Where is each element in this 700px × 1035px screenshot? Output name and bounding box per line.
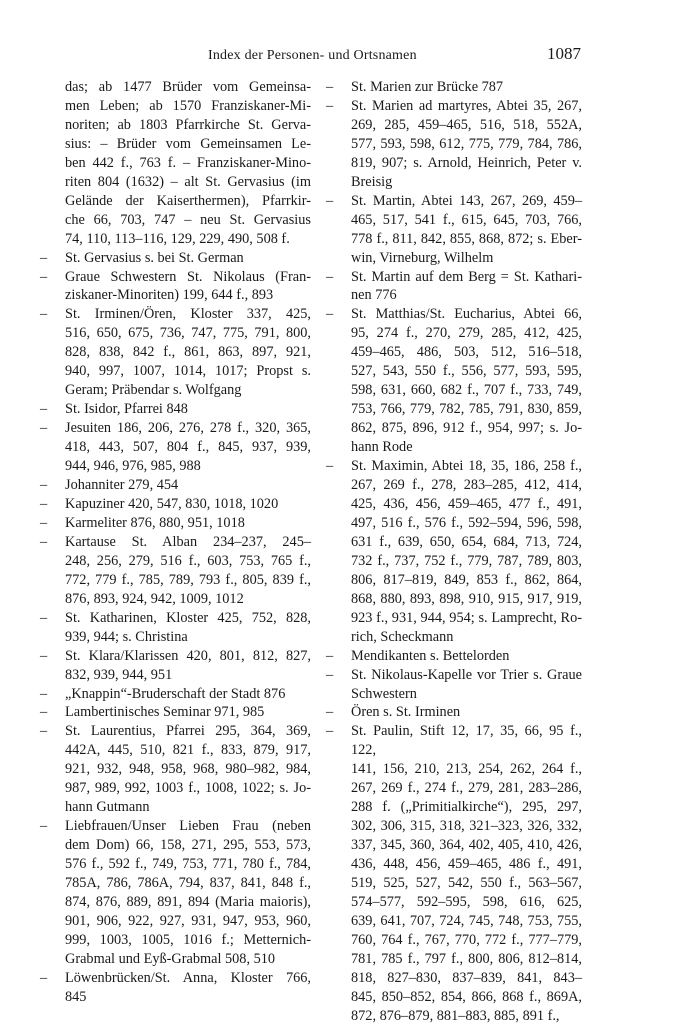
- entry-line: che 66, 703, 747 – neu St. Gervasius: [65, 211, 311, 228]
- entry-dash: –: [326, 192, 334, 209]
- entry-line: 574–577, 592–595, 598, 616, 625,: [351, 893, 582, 910]
- index-entry: [40, 969, 311, 1007]
- entry-line: 939, 944; s. Christina: [65, 628, 188, 645]
- entry-line: 497, 516 f., 576 f., 592–594, 596, 598,: [351, 514, 582, 531]
- entry-line: 288 f. („Primitialkirche“), 295, 297,: [351, 799, 582, 816]
- entry-dash: –: [40, 477, 48, 494]
- index-entry: [326, 97, 582, 192]
- entry-line: 141, 156, 210, 213, 254, 262, 264 f.,: [351, 761, 582, 778]
- entry-line: St. Paulin, Stift 12, 17, 35, 66, 95 f., 122,: [351, 723, 582, 759]
- entry-line: Kapuziner 420, 547, 830, 1018, 1020: [65, 495, 279, 512]
- entry-line: 631 f., 639, 650, 654, 684, 713, 724,: [351, 533, 582, 550]
- entry-line: das; ab 1477 Brüder vom Gemeinsa-: [65, 79, 311, 95]
- entry-dash: –: [40, 306, 48, 323]
- entry-line: hann Gutmann: [65, 799, 150, 816]
- entry-line: Breisig: [351, 173, 393, 190]
- index-entry: [326, 192, 582, 268]
- entry-line: 576 f., 592 f., 749, 753, 771, 780 f., 784,: [65, 856, 311, 873]
- entry-line: 337, 345, 360, 364, 402, 405, 410, 426,: [351, 837, 582, 854]
- entry-dash: –: [326, 97, 334, 114]
- entry-line: St. Isidor, Pfarrei 848: [65, 401, 188, 418]
- entry-line: riten 804 (1632) – alt St. Gervasius (im: [65, 173, 311, 190]
- index-entry: [40, 305, 311, 400]
- entry-line: win, Virneburg, Wilhelm: [351, 249, 494, 266]
- entry-line: 74, 110, 113–116, 129, 229, 490, 508 f.: [65, 230, 290, 247]
- entry-line: 267, 269 f., 274 f., 279, 281, 283–286,: [351, 780, 582, 797]
- entry-dash: –: [326, 268, 334, 285]
- index-entry: [326, 647, 582, 666]
- entry-line: 828, 838, 842 f., 861, 863, 897, 921,: [65, 344, 311, 361]
- entry-dash: –: [40, 495, 48, 512]
- entry-line: nen 776: [351, 287, 397, 304]
- entry-line: 921, 932, 948, 958, 968, 980–982, 984,: [65, 761, 311, 778]
- entry-line: 459–465, 486, 503, 512, 516–518,: [351, 344, 582, 361]
- page-number: 1087: [547, 44, 581, 63]
- entry-line: Karmeliter 876, 880, 951, 1018: [65, 514, 245, 531]
- entry-line: 248, 256, 279, 516 f., 603, 753, 765 f.,: [65, 552, 311, 569]
- entry-line: St. Matthias/St. Eucharius, Abtei 66,: [351, 306, 582, 323]
- entry-line: Schwestern: [351, 685, 417, 702]
- entry-line: noriten; ab 1803 Pfarrkirche St. Gerva-: [65, 116, 311, 133]
- entry-line: 425, 436, 456, 459–465, 477 f., 491,: [351, 495, 582, 512]
- entry-dash: –: [326, 306, 334, 323]
- entry-line: Grabmal und Eyß-Grabmal 508, 510: [65, 950, 276, 967]
- entry-line: 923 f., 931, 944, 954; s. Lamprecht, Ro-: [351, 609, 582, 626]
- entry-line: 819, 907; s. Arnold, Heinrich, Peter v.: [351, 154, 582, 171]
- entry-line: sius: – Brüder vom Gemeinsamen Le-: [65, 135, 311, 152]
- index-entry: [40, 476, 311, 495]
- entry-line: 577, 593, 598, 612, 775, 779, 784, 786,: [351, 135, 582, 152]
- entry-line: 785A, 786, 786A, 794, 837, 841, 848 f.,: [65, 875, 311, 892]
- entry-line: Kartause St. Alban 234–237, 245–: [65, 533, 311, 550]
- index-entry: [40, 514, 311, 533]
- entry-line: 442A, 445, 510, 821 f., 833, 879, 917,: [65, 742, 311, 759]
- index-entry: [40, 685, 311, 704]
- index-entry: [326, 722, 582, 1025]
- entry-line: Löwenbrücken/St. Anna, Kloster 766,: [65, 969, 311, 986]
- entry-dash: –: [326, 666, 334, 683]
- entry-line: St. Marien zur Brücke 787: [351, 79, 504, 95]
- entry-line: 639, 641, 707, 724, 745, 748, 753, 755,: [351, 912, 582, 929]
- entry-line: 901, 906, 922, 927, 931, 947, 953, 960,: [65, 912, 311, 929]
- entry-line: „Knappin“-Bruderschaft der Stadt 876: [65, 685, 286, 702]
- index-entry: [40, 249, 311, 268]
- entry-line: 598, 631, 660, 682 f., 707 f., 733, 749,: [351, 382, 582, 399]
- index-entry: [326, 305, 582, 457]
- entry-line: 999, 1003, 1005, 1016 f.; Metternich-: [65, 931, 311, 948]
- entry-line: 778 f., 811, 842, 855, 868, 872; s. Eber-: [351, 230, 582, 247]
- entry-line: 732 f., 737, 752 f., 779, 787, 789, 803,: [351, 552, 582, 569]
- entry-dash: –: [40, 514, 48, 531]
- entry-line: 772, 779 f., 785, 789, 793 f., 805, 839 f.,: [65, 571, 311, 588]
- entry-dash: –: [40, 268, 48, 285]
- entry-line: St. Martin auf dem Berg = St. Kathari-: [351, 268, 582, 285]
- entry-dash: –: [40, 609, 48, 626]
- index-entry: [40, 817, 311, 969]
- entry-line: 302, 306, 315, 318, 321–323, 326, 332,: [351, 818, 582, 835]
- entry-dash: –: [40, 818, 48, 835]
- entry-line: St. Marien ad martyres, Abtei 35, 267,: [351, 97, 582, 114]
- running-title: Index der Personen- und Ortsnamen: [208, 48, 417, 63]
- entry-line: 269, 285, 459–465, 516, 518, 552A,: [351, 116, 582, 133]
- entry-line: 845: [65, 988, 87, 1005]
- entry-dash: –: [326, 458, 334, 475]
- entry-line: 418, 443, 507, 804 f., 845, 937, 939,: [65, 439, 311, 456]
- entry-line: 465, 517, 541 f., 615, 645, 703, 766,: [351, 211, 582, 228]
- entry-dash: –: [40, 704, 48, 721]
- entry-line: 987, 989, 992, 1003 f., 1008, 1022; s. Jo-: [65, 780, 311, 797]
- entry-dash: –: [40, 249, 48, 266]
- entry-line: St. Nikolaus-Kapelle vor Trier s. Graue: [351, 666, 582, 683]
- entry-line: 519, 525, 527, 542, 550 f., 563–567,: [351, 875, 582, 892]
- entry-line: 874, 876, 889, 891, 894 (Maria maioris),: [65, 893, 311, 910]
- entry-dash: –: [326, 647, 334, 664]
- index-entry: [40, 703, 311, 722]
- entry-line: 876, 893, 924, 942, 1009, 1012: [65, 590, 244, 607]
- index-column-left: [40, 78, 311, 1007]
- entry-line: 872, 876–879, 881–883, 885, 891 f.,: [351, 1007, 560, 1024]
- entry-line: Ören s. St. Irminen: [351, 704, 461, 721]
- entry-line: hann Rode: [351, 439, 413, 456]
- entry-dash: –: [40, 533, 48, 550]
- entry-line: 940, 997, 1007, 1014, 1017; Propst s.: [65, 363, 311, 380]
- entry-line: 806, 817–819, 849, 853 f., 862, 864,: [351, 571, 582, 588]
- entry-line: 868, 880, 893, 898, 910, 915, 917, 919,: [351, 590, 582, 607]
- index-entry: [40, 722, 311, 817]
- entry-line: St. Klara/Klarissen 420, 801, 812, 827,: [65, 647, 311, 664]
- entry-line: 818, 827–830, 837–839, 841, 843–: [351, 969, 582, 986]
- entry-line: Gelände der Kaiserthermen), Pfarrkir-: [65, 192, 311, 209]
- entry-line: men Leben; ab 1570 Franziskaner-Mi-: [65, 97, 311, 114]
- entry-line: 436, 448, 456, 459–465, 486 f., 491,: [351, 856, 582, 873]
- index-entry: [326, 268, 582, 306]
- entry-line: Jesuiten 186, 206, 276, 278 f., 320, 365,: [65, 420, 311, 437]
- entry-line: 832, 939, 944, 951: [65, 666, 173, 683]
- index-entry: [326, 78, 582, 97]
- entry-line: Liebfrauen/Unser Lieben Frau (neben: [65, 818, 311, 835]
- entry-dash: –: [326, 723, 334, 740]
- index-entry: [40, 419, 311, 476]
- entry-line: ziskaner-Minoriten) 199, 644 f., 893: [65, 287, 274, 304]
- entry-line: St. Maximin, Abtei 18, 35, 186, 258 f.,: [351, 458, 582, 475]
- entry-line: Geram; Präbendar s. Wolfgang: [65, 382, 242, 399]
- entry-dash: –: [40, 723, 48, 740]
- entry-line: 862, 875, 896, 912 f., 954, 997; s. Jo-: [351, 420, 582, 437]
- entry-line: Johanniter 279, 454: [65, 477, 179, 494]
- entry-line: St. Gervasius s. bei St. German: [65, 249, 244, 266]
- running-header: [0, 40, 700, 70]
- entry-line: 527, 543, 550 f., 556, 577, 593, 595,: [351, 363, 582, 380]
- entry-line: 95, 274 f., 270, 279, 285, 412, 425,: [351, 325, 582, 342]
- entry-line: dem Dom) 66, 158, 271, 295, 553, 573,: [65, 837, 311, 854]
- entry-dash: –: [326, 79, 334, 95]
- index-entry: [40, 78, 311, 249]
- entry-line: 944, 946, 976, 985, 988: [65, 458, 201, 475]
- index-entry: [40, 647, 311, 685]
- entry-line: St. Katharinen, Kloster 425, 752, 828,: [65, 609, 311, 626]
- entry-line: St. Martin, Abtei 143, 267, 269, 459–: [351, 192, 582, 209]
- entry-line: ben 442 f., 763 f. – Franziskaner-Mino-: [65, 154, 311, 171]
- entry-line: 516, 650, 675, 736, 747, 775, 791, 800,: [65, 325, 311, 342]
- entry-line: 267, 269 f., 278, 283–285, 412, 414,: [351, 477, 582, 494]
- entry-dash: –: [326, 704, 334, 721]
- index-entry: [40, 400, 311, 419]
- entry-dash: –: [40, 401, 48, 418]
- entry-line: 781, 785 f., 797 f., 800, 806, 812–814,: [351, 950, 582, 967]
- index-entry: [40, 495, 311, 514]
- index-entry: [40, 268, 311, 306]
- index-entry: [326, 457, 582, 647]
- index-entry: [40, 609, 311, 647]
- entry-dash: –: [40, 969, 48, 986]
- entry-line: Mendikanten s. Bettelorden: [351, 647, 510, 664]
- entry-line: St. Irminen/Ören, Kloster 337, 425,: [65, 306, 311, 323]
- entry-line: Lambertinisches Seminar 971, 985: [65, 704, 265, 721]
- entry-dash: –: [40, 420, 48, 437]
- entry-line: rich, Scheckmann: [351, 628, 454, 645]
- entry-line: Graue Schwestern St. Nikolaus (Fran-: [65, 268, 311, 285]
- entry-dash: –: [40, 647, 48, 664]
- entry-line: St. Laurentius, Pfarrei 295, 364, 369,: [65, 723, 311, 740]
- index-entry: [326, 666, 582, 704]
- entry-dash: –: [40, 685, 48, 702]
- index-entry: [40, 533, 311, 609]
- entry-line: 753, 766, 779, 782, 785, 791, 830, 859,: [351, 401, 582, 418]
- index-entry: [326, 703, 582, 722]
- entry-line: 845, 850–852, 854, 866, 868 f., 869A,: [351, 988, 582, 1005]
- entry-line: 760, 764 f., 767, 770, 772 f., 777–779,: [351, 931, 582, 948]
- index-column-right: [326, 78, 582, 1026]
